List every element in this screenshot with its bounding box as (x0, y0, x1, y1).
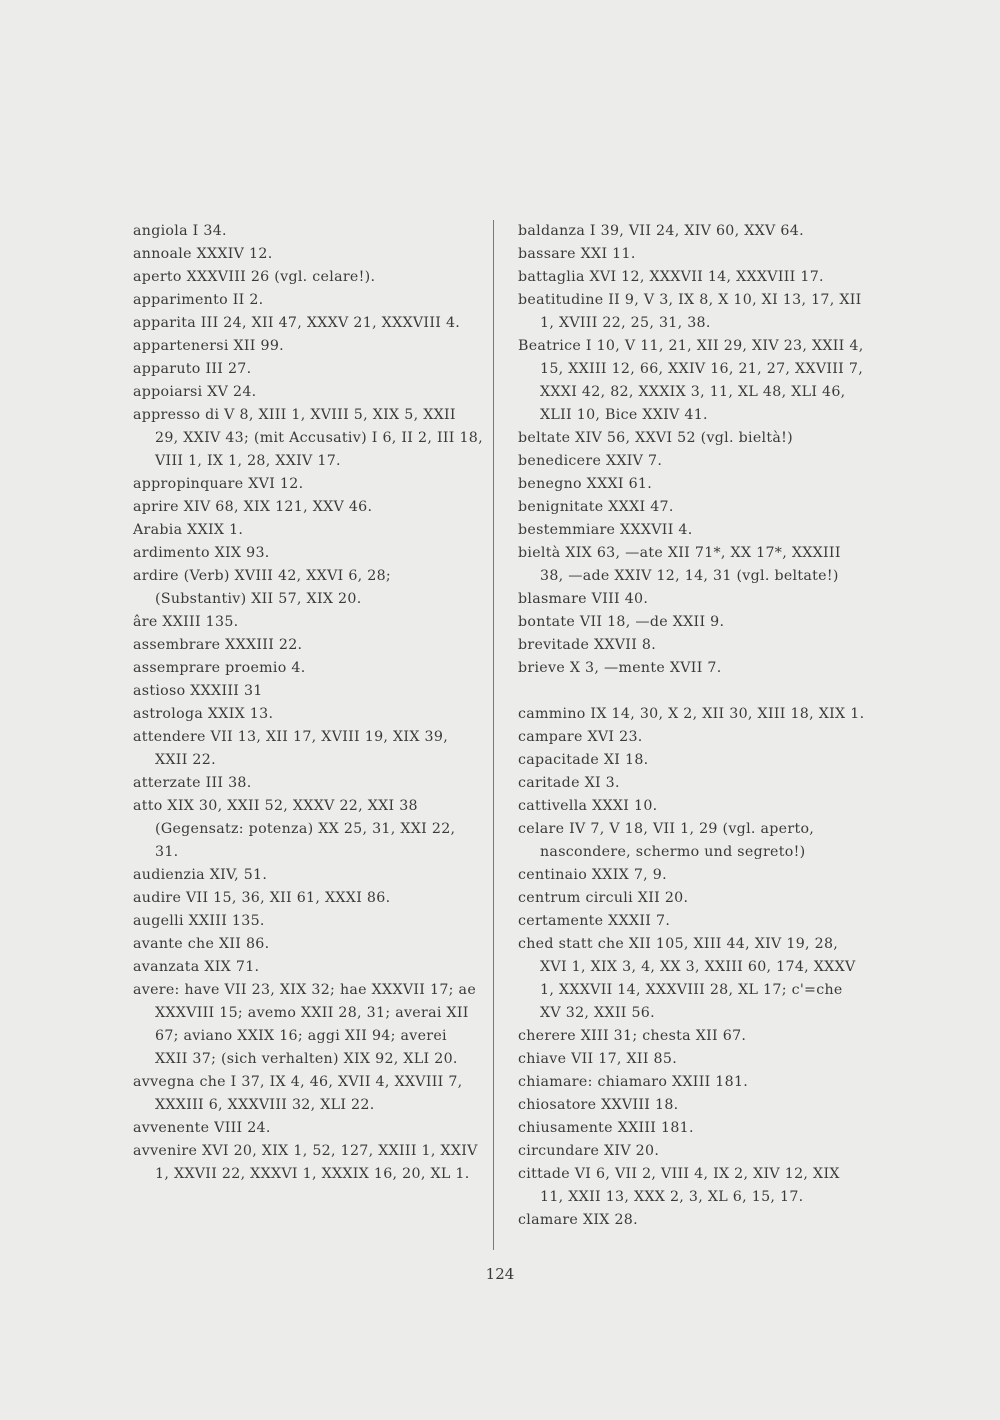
index-entry: caritade XI 3. (518, 775, 620, 791)
page-number: 124 (485, 1265, 515, 1283)
index-entry: apparuto III 27. (133, 361, 252, 377)
index-entry: battaglia XVI 12, XXXVII 14, XXXVIII 17. (518, 269, 824, 285)
index-entry: chiosatore XXVIII 18. (518, 1097, 679, 1113)
index-entry: campare XVI 23. (518, 729, 643, 745)
index-entry: angiola I 34. (133, 223, 227, 239)
index-entry: ardire (Verb) XVIII 42, XXVI 6, 28; (Substantiv) XII 57, XIX 20. (133, 568, 392, 607)
index-entry: circundare XIV 20. (518, 1143, 660, 1159)
index-entry: clamare XIX 28. (518, 1212, 638, 1228)
index-entry: audire VII 15, 36, XII 61, XXXI 86. (133, 890, 391, 906)
column-divider (493, 220, 494, 1250)
index-entry: bestemmiare XXXVII 4. (518, 522, 693, 538)
index-entry: chiave VII 17, XII 85. (518, 1051, 678, 1067)
index-entry: avante che XII 86. (133, 936, 270, 952)
index-entry: apparimento II 2. (133, 292, 264, 308)
index-column-right (518, 220, 868, 1232)
index-entry: centrum circuli XII 20. (518, 890, 689, 906)
index-entry: audienzia XIV, 51. (133, 867, 268, 883)
index-entry: apparita III 24, XII 47, XXXV 21, XXXVIII 4. (133, 315, 461, 331)
index-entry: cherere XIII 31; chesta XII 67. (518, 1028, 747, 1044)
index-entry: certamente XXXII 7. (518, 913, 671, 929)
index-entry: cittade VI 6, VII 2, VIII 4, IX 2, XIV 12, XIX 11, XXII 13, XXX 2, 3, XL 6, 15, 17. (518, 1166, 840, 1205)
index-entry: avanzata XIX 71. (133, 959, 260, 975)
index-entry: chiamare: chiamaro XXIII 181. (518, 1074, 749, 1090)
index-entry: avvenente VIII 24. (133, 1120, 271, 1136)
index-entry: beatitudine II 9, V 3, IX 8, X 10, XI 13, 17, XII 1, XVIII 22, 25, 31, 38. (518, 292, 862, 331)
index-entry: centinaio XXIX 7, 9. (518, 867, 667, 883)
index-entry: attendere VII 13, XII 17, XVIII 19, XIX 39, XXII 22. (133, 729, 449, 768)
index-entry: benegno XXXI 61. (518, 476, 653, 492)
index-entry: blasmare VIII 40. (518, 591, 649, 607)
index-entry: augelli XXIII 135. (133, 913, 265, 929)
index-column-left (133, 220, 483, 1186)
index-entry: cammino IX 14, 30, X 2, XII 30, XIII 18, XIX 1. (518, 706, 865, 722)
index-entry: assembrare XXXIII 22. (133, 637, 303, 653)
index-entry: capacitade XI 18. (518, 752, 649, 768)
index-entry: beltate XIV 56, XXVI 52 (vgl. bieltà!) (518, 430, 793, 446)
index-entry: astrologa XXIX 13. (133, 706, 274, 722)
index-entry: bieltà XIX 63, —ate XII 71*, XX 17*, XXXIII 38, —ade XXIV 12, 14, 31 (vgl. beltate!) (518, 545, 841, 584)
index-entry: astioso XXXIII 31 (133, 683, 263, 699)
index-entry: benedicere XXIV 7. (518, 453, 663, 469)
index-entry: atterzate III 38. (133, 775, 252, 791)
index-entry: appropinquare XVI 12. (133, 476, 304, 492)
index-entry: bontate VII 18, —de XXII 9. (518, 614, 725, 630)
index-entry: assemprare proemio 4. (133, 660, 306, 676)
index-entry: avere: have VII 23, XIX 32; hae XXXVII 17; ae XXXVIII 15; avemo XXII 28, 31; averai XII 67; aviano XXIX 16; aggi XII 94; averei XXII 37; (sich verhalten) XIX 92, XLI 20. (133, 982, 477, 1067)
index-entry: annoale XXXIV 12. (133, 246, 273, 262)
index-entry: âre XXIII 135. (133, 614, 239, 630)
index-entry: Arabia XXIX 1. (133, 522, 244, 538)
index-entry: avvegna che I 37, IX 4, 46, XVII 4, XXVIII 7, XXXIII 6, XXXVIII 32, XLI 22. (133, 1074, 463, 1113)
index-entry: Beatrice I 10, V 11, 21, XII 29, XIV 23, XXII 4, 15, XXIII 12, 66, XXIV 16, 21, 27, XXVIII 7, XXXI 42, 82, XXXIX 3, 11, XL 48, XLI 46, XLII 10, Bice XXIV 41. (518, 338, 864, 423)
index-entry: ardimento XIX 93. (133, 545, 270, 561)
index-entry: brevitade XXVII 8. (518, 637, 657, 653)
index-entry: chiusamente XXIII 181. (518, 1120, 694, 1136)
index-entry: benignitate XXXI 47. (518, 499, 674, 515)
index-entry: aprire XIV 68, XIX 121, XXV 46. (133, 499, 373, 515)
index-entry: brieve X 3, —mente XVII 7. (518, 660, 722, 676)
index-entry: atto XIX 30, XXII 52, XXXV 22, XXI 38 (Gegensatz: potenza) XX 25, 31, XXI 22, 31. (133, 798, 456, 860)
index-entry: celare IV 7, V 18, VII 1, 29 (vgl. aperto, nascondere, schermo und segreto!) (518, 821, 815, 860)
index-entry: appartenersi XII 99. (133, 338, 284, 354)
index-entry: appresso di V 8, XIII 1, XVIII 5, XIX 5, XXII 29, XXIV 43; (mit Accusativ) I 6, II 2, III 18, VIII 1, IX 1, 28, XXIV 17. (133, 407, 483, 469)
index-entry: baldanza I 39, VII 24, XIV 60, XXV 64. (518, 223, 804, 239)
index-entry: avvenire XVI 20, XIX 1, 52, 127, XXIII 1, XXIV 1, XXVII 22, XXXVI 1, XXXIX 16, 20, XL 1. (133, 1143, 478, 1182)
index-entry: appoiarsi XV 24. (133, 384, 257, 400)
index-entry: aperto XXXVIII 26 (vgl. celare!). (133, 269, 376, 285)
index-entry: cattivella XXXI 10. (518, 798, 658, 814)
index-entry: bassare XXI 11. (518, 246, 636, 262)
index-entry: ched statt che XII 105, XIII 44, XIV 19, 28, XVI 1, XIX 3, 4, XX 3, XXIII 60, 174, XXXV 1, XXXVII 14, XXXVIII 28, XL 17; c'=che XV 32, XXII 56. (518, 936, 856, 1021)
